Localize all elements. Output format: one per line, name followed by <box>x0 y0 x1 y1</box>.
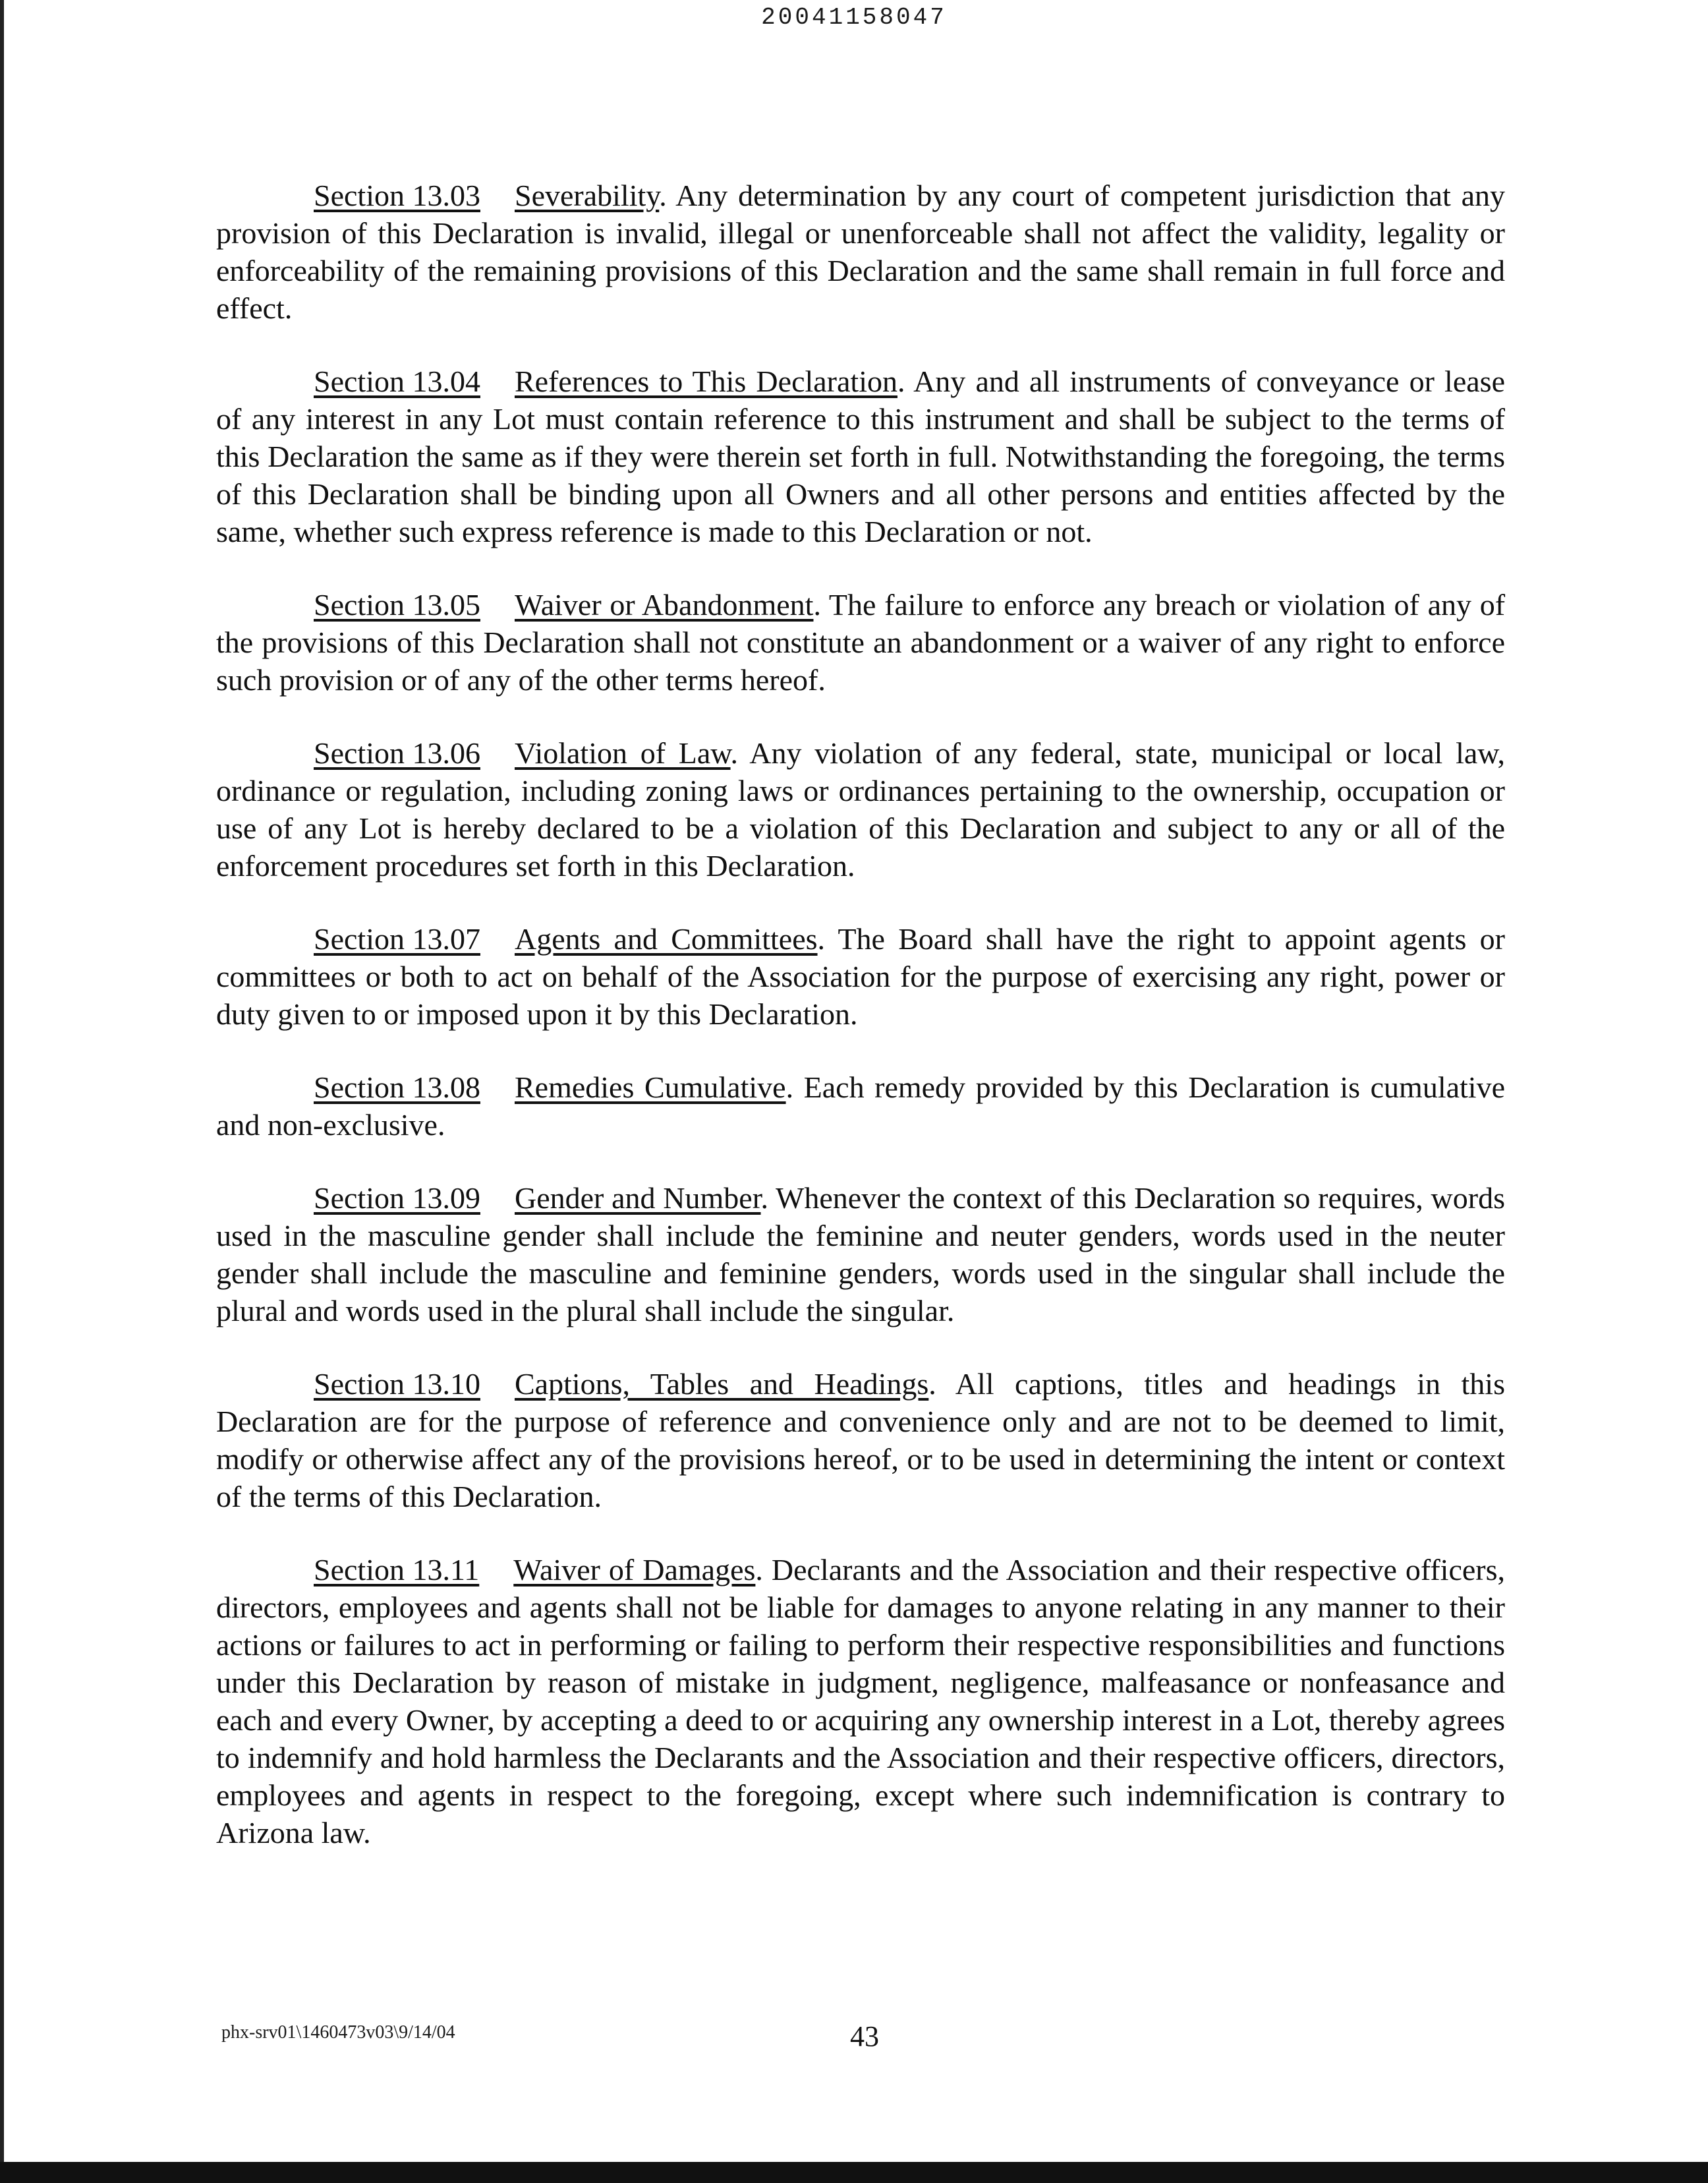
section-text: . Declarants and the Association and their respective officers, directors, employees and agents shall not be liable for damages to anyone relating in any manner to their actions or failures to act in performing or failing to perform their respective responsibilities and functions under this Declaration by reason of mistake in judgment, negligence, malfeasance or nonfeasance and each and every Owner, by accepting a deed to or acquiring any ownership interest in a Lot, thereby agrees to indemnify and hold harmless the Declarants and the Association and their respective officers, directors, employees and agents in respect to the foregoing, except where such indemnification is contrary to Arizona law. <box>216 1553 1505 1849</box>
section-number: Section 13.04 <box>314 364 480 398</box>
document-body <box>216 177 1505 1887</box>
section-title: Violation of Law <box>514 736 731 770</box>
section-number: Section 13.10 <box>314 1367 480 1401</box>
section-text: . The failure to enforce any breach or violation of any of the provisions of this Declaration shall not constitute an abandonment or a waiver of any right to enforce such provision or of any of the other terms hereof. <box>216 588 1506 697</box>
section-text: . Each remedy provided by this Declaration is cumulative and non-exclusive. <box>216 1070 1505 1142</box>
section-text: . The Board shall have the right to appoint agents or committees or both to act on behalf of the Association for the purpose of exercising any right, power or duty given to or imposed upon it by this Declaration. <box>216 922 1506 1031</box>
section-title: Agents and Committees <box>514 922 818 956</box>
scan-edge-left <box>0 0 4 2183</box>
section-text: . Whenever the context of this Declaration so requires, words used in the masculine gender shall include the feminine and neuter genders, words used in the neuter gender shall include the masculine and feminine genders, words used in the singular shall include the plural and words used in the plural shall include the singular. <box>216 1181 1505 1327</box>
scan-edge-bottom <box>0 2162 1708 2183</box>
section-number: Section 13.08 <box>314 1070 480 1104</box>
footer-file-path: phx-srv01\1460473v03\9/14/04 <box>221 2022 455 2043</box>
section-title: Gender and Number <box>514 1181 761 1215</box>
section-text: . All captions, titles and headings in this Declaration are for the purpose of reference and convenience only and are not to be deemed to limit, modify or otherwise affect any of the provisions hereof, or to be used in determining the intent or context of the terms of this Declaration. <box>216 1367 1505 1513</box>
section-13-05 <box>216 586 1505 699</box>
section-text: . Any determination by any court of competent jurisdiction that any provision of this Declaration is invalid, illegal or unenforceable shall not affect the validity, legality or enforceability of the remaining provisions of this Declaration and the same shall remain in full force and effect. <box>216 179 1505 325</box>
section-number: Section 13.03 <box>314 179 480 212</box>
section-13-07 <box>216 920 1505 1033</box>
section-13-11 <box>216 1551 1505 1851</box>
section-text: . Any violation of any federal, state, municipal or local law, ordinance or regulation, including zoning laws or ordinances pertaining to the ownership, occupation or use of any Lot is hereby declared to be a violation of this Declaration and subject to any or all of the enforcement procedures set forth in this Declaration. <box>216 736 1505 883</box>
section-title: Waiver or Abandonment <box>514 588 814 622</box>
section-text: . Any and all instruments of conveyance or lease of any interest in any Lot must contain reference to this instrument and shall be subject to the terms of this Declaration the same as if they were therein set forth in full. Notwithstanding the foregoing, the terms of this Declaration shall be binding upon all Owners and all other persons and entities affected by the same, whether such express reference is made to this Declaration or not. <box>216 364 1505 548</box>
page-number: 43 <box>850 2020 879 2052</box>
section-number: Section 13.11 <box>314 1553 480 1586</box>
section-number: Section 13.07 <box>314 922 480 956</box>
section-13-03 <box>216 177 1505 327</box>
section-title: References to This Declaration <box>514 364 897 398</box>
section-number: Section 13.05 <box>314 588 480 622</box>
section-title: Severability <box>514 179 660 212</box>
recording-number: 20041158047 <box>761 4 947 31</box>
section-title: Remedies Cumulative <box>514 1070 786 1104</box>
section-13-04 <box>216 363 1505 550</box>
section-title: Captions, Tables and Headings <box>514 1367 929 1401</box>
section-13-09 <box>216 1179 1505 1329</box>
section-13-10 <box>216 1365 1505 1515</box>
section-title: Waiver of Damages <box>513 1553 756 1586</box>
section-number: Section 13.09 <box>314 1181 480 1215</box>
section-13-08 <box>216 1068 1505 1144</box>
section-number: Section 13.06 <box>314 736 480 770</box>
section-13-06 <box>216 734 1505 885</box>
